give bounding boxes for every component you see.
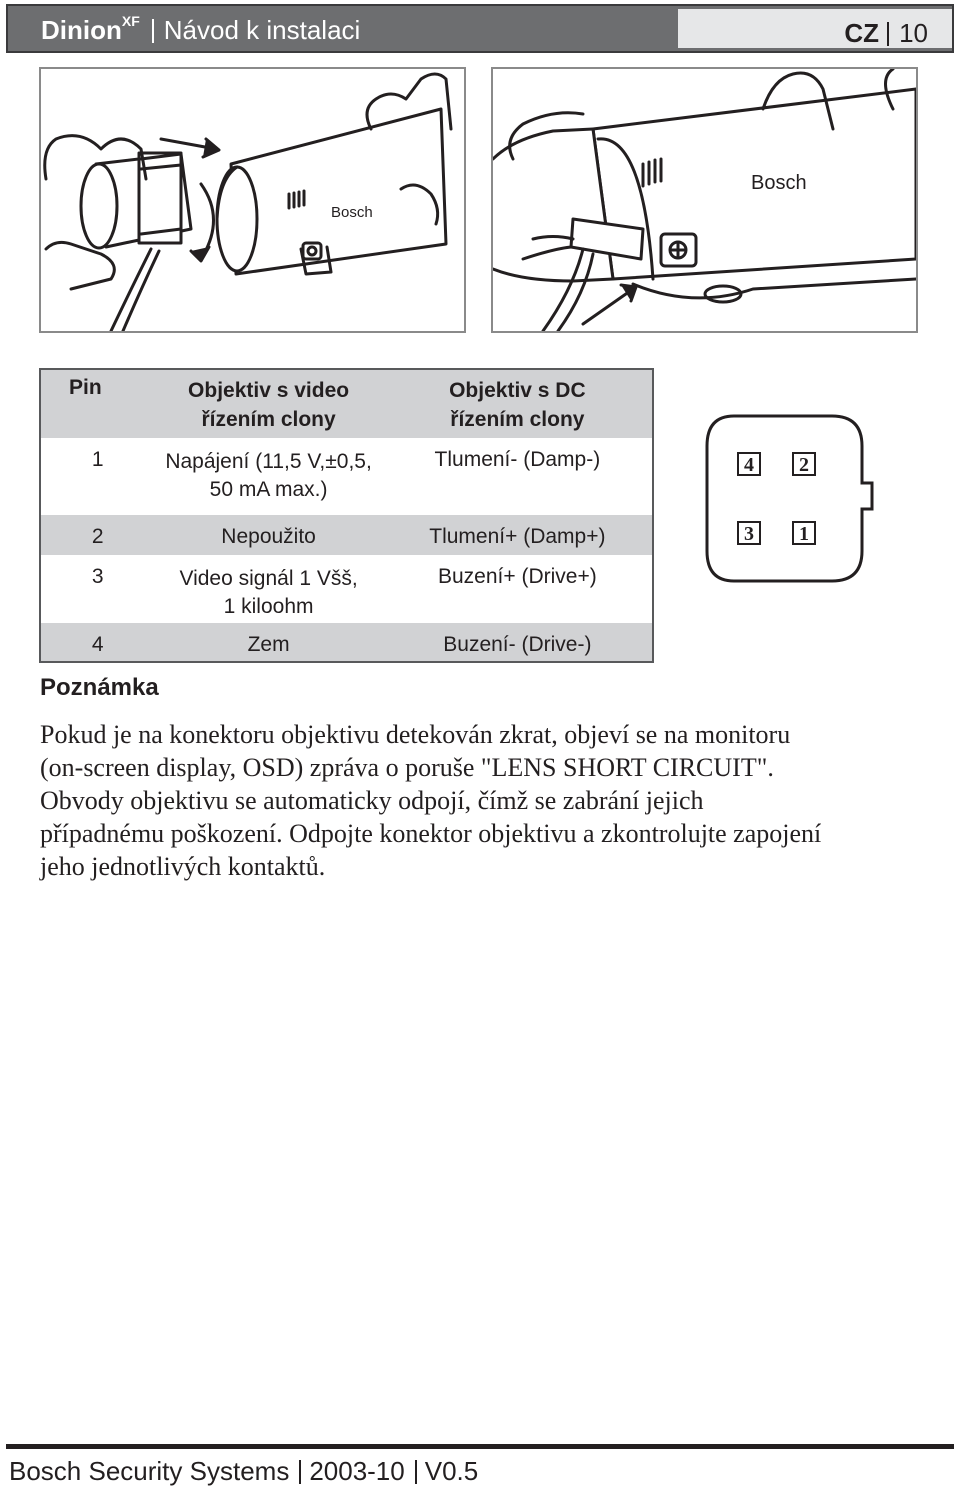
pin-number: 2 (40, 515, 154, 555)
video-lens-cell-line2: 50 mA max.) (209, 478, 328, 501)
footer-rule (6, 1444, 954, 1449)
footer-separator (299, 1460, 301, 1484)
header-title-area (8, 6, 676, 51)
note-paragraph (40, 718, 940, 883)
table-row (40, 438, 653, 515)
page-indicator (844, 18, 928, 49)
dc-lens-column-header (383, 369, 653, 438)
pin-assignment-table (39, 368, 654, 663)
footer-separator (415, 1460, 417, 1484)
video-lens-cell: Zem (154, 623, 382, 662)
note-line: Pokud je na konektoru objektivu detekován zkrat, objeví se na monitoru (40, 720, 791, 749)
connector-plug-drawing (493, 69, 916, 331)
dc-lens-cell: Tlumení- (Damp-) (434, 448, 601, 471)
video-lens-header-line1: Objektiv s video (188, 379, 350, 402)
pin-label-4: 4 (744, 454, 754, 476)
lens-removal-illustration (39, 67, 466, 333)
product-superscript: XF (121, 13, 140, 29)
table-row (40, 515, 653, 555)
dc-lens-header-line1: Objektiv s DC (449, 379, 586, 402)
title-separator (152, 19, 154, 43)
footer-company: Bosch Security Systems (9, 1456, 290, 1486)
language-code: CZ (844, 18, 880, 48)
pin-number: 3 (91, 565, 104, 588)
right-brand-label: Bosch (751, 172, 807, 194)
video-lens-cell-line2: 1 kiloohm (223, 595, 314, 618)
note-line: (on-screen display, OSD) zpráva o poruše "LENS SHORT CIRCUIT". (40, 753, 774, 782)
video-lens-cell-line1: Napájení (11,5 V,±0,5, (165, 450, 372, 473)
note-line: Obvody objektivu se automaticky odpojí, čímž se zabrání jejich (40, 786, 704, 815)
table-header-row (40, 369, 653, 438)
pin-label-3: 3 (744, 523, 754, 545)
dc-lens-header-line2: řízením clony (450, 408, 585, 431)
page-footer (9, 1456, 478, 1487)
pin-column-header: Pin (40, 369, 154, 438)
dc-lens-cell: Tlumení+ (Damp+) (383, 515, 653, 555)
connector-outline (707, 416, 872, 581)
document-title (41, 15, 360, 46)
table-row (40, 555, 653, 623)
footer-date: 2003-10 (309, 1456, 405, 1486)
note-line: jeho jednotlivých kontaktů. (40, 852, 326, 881)
video-lens-cell (154, 555, 382, 623)
page-header (6, 4, 954, 53)
product-name: Dinion (41, 15, 122, 45)
header-page-area (678, 9, 952, 48)
connector-plug-illustration (491, 67, 918, 333)
video-lens-cell: Nepoužito (154, 515, 382, 555)
footer-version: V0.5 (424, 1456, 479, 1486)
note-heading: Poznámka (40, 674, 159, 701)
pin-label-1: 1 (799, 523, 809, 545)
note-line: případnému poškození. Odpojte konektor objektivu a zkontrolujte zapojení (40, 819, 822, 848)
pin-label-2: 2 (799, 454, 809, 476)
video-lens-cell-line1: Video signál 1 Všš, (179, 567, 358, 590)
video-lens-cell (154, 438, 382, 515)
video-lens-header-line2: řízením clony (201, 408, 336, 431)
dc-lens-cell: Buzení- (Drive-) (383, 623, 653, 662)
pin-number: 4 (40, 623, 154, 662)
page-separator (887, 22, 889, 46)
lens-removal-drawing (41, 69, 464, 331)
pin-number: 1 (91, 448, 104, 471)
video-lens-column-header (154, 369, 382, 438)
dc-lens-cell: Buzení+ (Drive+) (438, 565, 597, 588)
connector-pinout-diagram (704, 413, 879, 585)
left-brand-label: Bosch (331, 204, 373, 221)
page-number: 10 (899, 18, 928, 48)
table-row (40, 623, 653, 662)
doc-title: Návod k instalaci (163, 15, 361, 45)
